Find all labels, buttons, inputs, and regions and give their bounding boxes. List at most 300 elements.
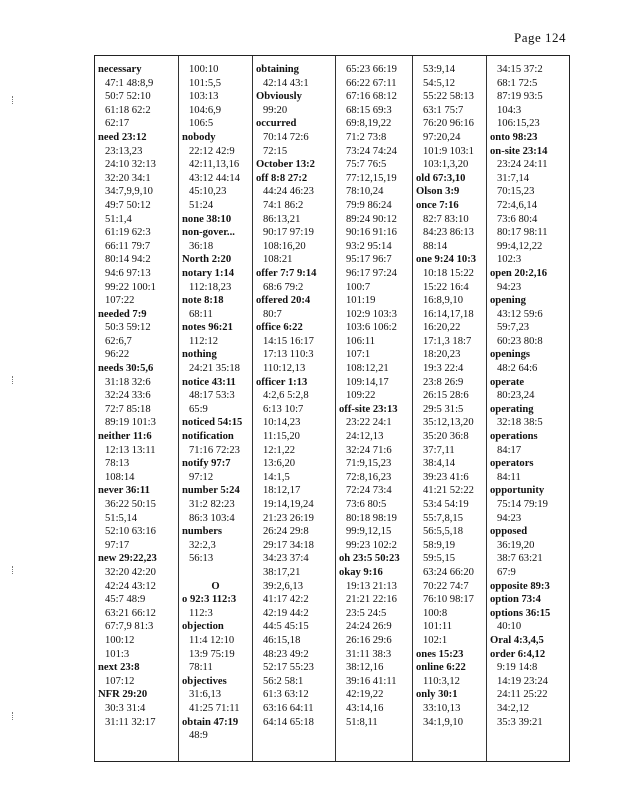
index-reference: 48:17 53:3	[189, 390, 235, 402]
index-reference: 31:7,14	[497, 172, 530, 184]
index-term: next 23:8	[98, 662, 140, 674]
section-letter: O	[211, 580, 220, 592]
index-term: offered 20:4	[256, 295, 311, 307]
index-reference: 74:1 86:2	[263, 199, 304, 211]
index-reference: 16:8,9,10	[423, 295, 464, 307]
index-reference	[179, 566, 252, 580]
index-reference: 104:6,9	[189, 104, 222, 116]
index-reference: 100:10	[189, 64, 219, 75]
index-term: new 29:22,23	[98, 553, 157, 565]
index-reference: 43:14,16	[346, 702, 384, 714]
index-reference: 50:3 59:12	[105, 322, 151, 334]
index-reference: 24:11 25:22	[497, 689, 548, 701]
index-reference: 51:1,4	[105, 213, 132, 225]
index-reference: 63:21 66:12	[105, 607, 156, 619]
index-term: notice 43:11	[182, 376, 236, 388]
index-reference: 94:23	[497, 281, 522, 293]
index-reference: 36:22 50:15	[105, 499, 156, 510]
index-term: nothing	[182, 349, 217, 361]
index-reference: 32:18 38:5	[497, 417, 543, 429]
index-reference: 36:19,20	[497, 539, 535, 551]
index-term: online 6:22	[416, 662, 466, 674]
index-reference: 86:13,21	[263, 213, 301, 225]
index-reference: 4:2,6 5:2,8	[263, 390, 309, 402]
index-reference: 61:18 62:2	[105, 104, 151, 116]
index-reference: 103:6 106:2	[346, 322, 397, 334]
index-reference: 80:23,24	[497, 390, 535, 402]
index-reference: 58:9,19	[423, 539, 456, 551]
index-term: Olson 3:9	[416, 186, 460, 198]
index-reference: 70:22 74:7	[423, 580, 469, 592]
index-reference: 67:7,9 81:3	[105, 621, 154, 633]
index-term: needed 7:9	[98, 308, 147, 320]
index-reference: 23:13,23	[105, 145, 143, 157]
index-reference: 51:5,14	[105, 512, 138, 524]
index-reference: 86:3 103:4	[189, 512, 235, 524]
index-reference: 104:3	[497, 104, 522, 116]
index-reference: 34:15 37:2	[497, 64, 543, 75]
index-term: October 13:2	[256, 159, 315, 171]
index-term: openings	[490, 349, 531, 361]
index-term: note 8:18	[182, 295, 224, 307]
index-reference: 52:10 63:16	[105, 526, 156, 538]
index-reference: 34:1,9,10	[423, 716, 464, 728]
index-reference: 56:5,5,18	[423, 526, 464, 538]
index-term: notification	[182, 431, 234, 443]
index-reference: 48:9	[189, 730, 208, 742]
index-reference: 102:1	[423, 634, 448, 646]
index-reference: 62:6,7	[105, 335, 132, 347]
index-reference: 97:12	[189, 471, 214, 483]
index-reference: 14:19 23:24	[497, 675, 548, 687]
index-term: o 92:3 112:3	[182, 594, 237, 606]
index-reference: 107:22	[105, 295, 135, 307]
index-reference: 70:15,23	[497, 186, 535, 198]
index-term: officer 1:13	[256, 376, 308, 388]
index-reference: 55:7,8,15	[423, 512, 464, 524]
index-reference: 106:15,23	[497, 118, 540, 130]
index-reference: 9:19 14:8	[497, 662, 538, 674]
index-reference: 24:24 26:9	[346, 621, 392, 633]
index-reference: 106:11	[346, 335, 376, 347]
index-reference: 79:9 86:24	[346, 199, 392, 211]
index-reference: 101:11	[423, 621, 453, 633]
index-reference: 68:11	[189, 308, 213, 320]
index-reference: 59:7,23	[497, 322, 530, 334]
index-reference: 101:3	[105, 648, 130, 660]
index-reference: 96:22	[105, 349, 130, 361]
index-term: NFR 29:20	[98, 689, 148, 701]
index-reference: 52:17 55:23	[263, 662, 314, 674]
index-reference: 73:6 80:4	[497, 213, 538, 225]
index-term: non-gover...	[182, 227, 235, 239]
index-reference: 72:24 73:4	[346, 485, 392, 497]
index-reference: 14:15 16:17	[263, 335, 314, 347]
index-reference: 15:22 16:4	[423, 281, 469, 293]
index-reference: 13:9 75:19	[189, 648, 235, 660]
index-reference: 72:4,6,14	[497, 199, 538, 211]
index-reference: 22:12 42:9	[189, 145, 235, 157]
index-reference: 32:24 71:6	[346, 444, 392, 456]
index-reference: 88:14	[423, 240, 448, 252]
index-reference: 80:14 94:2	[105, 254, 151, 266]
index-reference: 6:13 10:7	[263, 403, 304, 415]
index-reference: 29:17 34:18	[263, 539, 314, 551]
index-reference: 38:12,16	[346, 662, 384, 674]
index-reference: 99:20	[263, 104, 288, 116]
index-reference: 101:9 103:1	[423, 145, 474, 157]
index-reference: 16:20,22	[423, 322, 461, 334]
index-reference: 112:3	[189, 607, 213, 619]
index-reference: 94:6 97:13	[105, 267, 151, 279]
index-reference: 11:15,20	[263, 431, 300, 443]
index-reference: 41:21 52:22	[423, 485, 474, 497]
index-reference: 18:20,23	[423, 349, 461, 361]
index-reference: 44:24 46:23	[263, 186, 314, 198]
index-reference: 54:5,12	[423, 77, 456, 89]
index-reference: 53:9,14	[423, 64, 456, 75]
index-reference: 33:10,13	[423, 702, 461, 714]
index-reference: 21:21 22:16	[346, 594, 397, 606]
index-reference: 76:20 96:16	[423, 118, 474, 130]
index-term: objectives	[182, 675, 227, 687]
index-reference: 42:14 43:1	[263, 77, 309, 89]
index-reference: 39:16 41:11	[346, 675, 397, 687]
index-reference: 19:13 21:13	[346, 580, 397, 592]
index-term: occurred	[256, 118, 297, 130]
index-reference: 26:16 29:6	[346, 634, 392, 646]
index-reference: 68:6 79:2	[263, 281, 304, 293]
index-reference: 32:2,3	[189, 539, 216, 551]
index-reference: 66:22 67:11	[346, 77, 397, 89]
index-term: operating	[490, 403, 534, 415]
index-reference: 13:6,20	[263, 458, 296, 470]
index-term: neither 11:6	[98, 431, 152, 443]
index-reference: 38:17,21	[263, 566, 301, 578]
index-reference: 50:7 52:10	[105, 91, 151, 103]
index-reference: 46:15,18	[263, 634, 301, 646]
index-reference: 108:12,21	[346, 363, 389, 375]
index-reference: 97:17	[105, 539, 130, 551]
index-term: oh 23:5 50:23	[339, 553, 400, 565]
index-reference: 34:23 37:4	[263, 553, 309, 565]
index-reference: 49:7 50:12	[105, 199, 151, 211]
index-reference: 112:18,23	[189, 281, 232, 293]
index-term: needs 30:5,6	[98, 363, 154, 375]
index-reference: 39:2,6,13	[263, 580, 304, 592]
index-reference: 84:23 86:13	[423, 227, 474, 239]
index-term: option 73:4	[490, 594, 541, 606]
index-reference: 60:23 80:8	[497, 335, 543, 347]
index-reference: 77:12,15,19	[346, 172, 397, 184]
index-reference: 99:22 100:1	[105, 281, 156, 293]
index-reference: 106:5	[189, 118, 214, 130]
index-reference: 65:23 66:19	[346, 64, 397, 75]
index-reference: 84:11	[497, 471, 521, 483]
index-reference: 31:2 82:23	[189, 499, 235, 510]
index-reference: 42:19 44:2	[263, 607, 309, 619]
index-column	[95, 56, 178, 761]
index-reference: 80:17 98:11	[497, 227, 548, 239]
index-reference: 23:22 24:1	[346, 417, 392, 429]
index-reference: 109:14,17	[346, 376, 389, 388]
index-reference: 87:19 93:5	[497, 91, 543, 103]
index-term: operators	[490, 458, 534, 470]
index-reference: 100:8	[423, 607, 448, 619]
index-reference: 37:7,11	[423, 444, 455, 456]
index-reference: 67:9	[497, 566, 516, 578]
index-term: off-site 23:13	[339, 403, 398, 415]
index-reference: 44:5 45:15	[263, 621, 309, 633]
index-column	[486, 56, 571, 761]
index-reference: 110:12,13	[263, 363, 306, 375]
index-reference: 45:10,23	[189, 186, 227, 198]
index-reference: 34:2,12	[497, 702, 530, 714]
index-reference: 108:14	[105, 471, 135, 483]
index-reference: 73:6 80:5	[346, 499, 387, 510]
index-reference: 59:5,15	[423, 553, 456, 565]
index-term: Oral 4:3,4,5	[490, 634, 544, 646]
index-reference: 80:7	[263, 308, 282, 320]
index-reference: 18:12,17	[263, 485, 301, 497]
index-reference: 53:4 54:19	[423, 499, 469, 510]
index-term: numbers	[182, 526, 223, 538]
index-term: only 30:1	[416, 689, 458, 701]
index-reference: 26:24 29:8	[263, 526, 309, 538]
index-reference: 40:10	[497, 621, 522, 633]
index-reference: 97:20,24	[423, 131, 461, 143]
index-reference: 16:14,17,18	[423, 308, 474, 320]
index-term: opposite 89:3	[490, 580, 550, 592]
index-term: open 20:2,16	[490, 267, 548, 279]
index-reference: 112:12	[189, 335, 219, 347]
index-reference: 64:14 65:18	[263, 716, 314, 728]
index-reference: 72:15	[263, 145, 288, 157]
index-reference: 71:2 73:8	[346, 131, 387, 143]
index-reference: 75:7 76:5	[346, 159, 387, 171]
index-term: opening	[490, 295, 526, 307]
index-term: obtain 47:19	[182, 716, 239, 728]
index-reference: 11:4 12:10	[189, 634, 235, 646]
index-term: none 38:10	[182, 213, 232, 225]
index-reference: 43:12 44:14	[189, 172, 240, 184]
margin-mark	[12, 566, 19, 574]
index-table	[94, 55, 570, 762]
index-reference: 14:1,5	[263, 471, 290, 483]
index-reference: 72:8,16,23	[346, 471, 392, 483]
index-reference: 102:9 103:3	[346, 308, 397, 320]
index-reference: 32:20 42:20	[105, 566, 156, 578]
index-reference: 30:3 31:4	[105, 702, 146, 714]
index-reference: 31:11 38:3	[346, 648, 392, 660]
index-column	[335, 56, 412, 761]
index-term: options 36:15	[490, 607, 551, 619]
index-column	[412, 56, 486, 761]
index-reference: 12:1,22	[263, 444, 296, 456]
index-reference: 78:13	[105, 458, 130, 470]
index-term: old 67:3,10	[416, 172, 466, 184]
page-number: Page 124	[513, 30, 566, 45]
index-reference: 39:23 41:6	[423, 471, 469, 483]
index-reference: 73:24 74:24	[346, 145, 397, 157]
index-reference: 68:15 69:3	[346, 104, 392, 116]
index-reference: 43:12 59:6	[497, 308, 543, 320]
index-reference: 63:1 75:7	[423, 104, 464, 116]
index-reference: 99:23 102:2	[346, 539, 397, 551]
index-term: obtaining	[256, 64, 299, 75]
index-term: off 8:8 27:2	[256, 172, 308, 184]
index-term: nobody	[182, 131, 216, 143]
index-reference: 100:7	[346, 281, 371, 293]
index-reference: 63:24 66:20	[423, 566, 474, 578]
index-reference: 62:17	[105, 118, 130, 130]
index-reference: 56:2 58:1	[263, 675, 304, 687]
index-reference: 26:15 28:6	[423, 390, 469, 402]
index-reference: 35:12,13,20	[423, 417, 474, 429]
index-reference: 35:3 39:21	[497, 716, 543, 728]
left-margin-marks	[12, 0, 22, 800]
index-reference: 101:19	[346, 295, 376, 307]
index-reference: 32:20 34:1	[105, 172, 151, 184]
index-reference: 100:12	[105, 634, 135, 646]
index-term: Obviously	[256, 91, 302, 103]
index-reference: 17:13 110:3	[263, 349, 314, 361]
index-reference: 36:18	[189, 240, 214, 252]
index-term: North 2:20	[182, 254, 232, 266]
index-reference: 84:17	[497, 444, 522, 456]
index-reference: 38:7 63:21	[497, 553, 543, 565]
index-term: necessary	[98, 64, 142, 75]
index-term: notes 96:21	[182, 322, 233, 334]
index-reference: 110:3,12	[423, 675, 460, 687]
index-reference: 89:24 90:12	[346, 213, 397, 225]
index-reference: 41:17 42:2	[263, 594, 309, 606]
index-reference: 42:24 43:12	[105, 580, 156, 592]
index-reference: 29:5 31:5	[423, 403, 464, 415]
index-reference: 17:1,3 18:7	[423, 335, 472, 347]
index-reference: 19:3 22:4	[423, 363, 464, 375]
index-reference: 12:13 13:11	[105, 444, 156, 456]
index-reference: 90:17 97:19	[263, 227, 314, 239]
index-reference: 48:23 49:2	[263, 648, 309, 660]
index-reference: 107:1	[346, 349, 371, 361]
index-reference: 80:18 98:19	[346, 512, 397, 524]
index-reference: 31:18 32:6	[105, 376, 151, 388]
index-reference: 51:24	[189, 199, 214, 211]
index-reference: 99:4,12,22	[497, 240, 543, 252]
index-term: need 23:12	[98, 131, 147, 143]
index-reference: 101:5,5	[189, 77, 222, 89]
index-reference: 90:16 91:16	[346, 227, 397, 239]
margin-mark	[12, 712, 19, 720]
index-term: one 9:24 10:3	[416, 254, 477, 266]
index-term: onto 98:23	[490, 131, 538, 143]
index-reference: 107:12	[105, 675, 135, 687]
index-reference: 108:21	[263, 254, 293, 266]
index-reference: 48:2 64:6	[497, 363, 538, 375]
index-reference: 94:23	[497, 512, 522, 524]
index-reference: 10:18 15:22	[423, 267, 474, 279]
index-reference: 75:14 79:19	[497, 499, 548, 510]
index-column	[252, 56, 335, 761]
index-reference: 55:22 58:13	[423, 91, 474, 103]
index-reference: 72:7 85:18	[105, 403, 151, 415]
index-column	[178, 56, 252, 761]
index-term: opposed	[490, 526, 528, 538]
index-term: office 6:22	[256, 322, 303, 334]
index-reference: 24:10 32:13	[105, 159, 156, 171]
index-reference: 23:8 26:9	[423, 376, 464, 388]
index-reference: 10:14,23	[263, 417, 301, 429]
index-term: never 36:11	[98, 485, 150, 497]
index-term: noticed 54:15	[182, 417, 243, 429]
index-reference: 32:24 33:6	[105, 390, 151, 402]
index-term: order 6:4,12	[490, 648, 546, 660]
index-reference: 70:14 72:6	[263, 131, 309, 143]
index-reference: 78:11	[189, 662, 213, 674]
index-reference: 23:24 24:11	[497, 159, 548, 171]
index-reference: 45:7 48:9	[105, 594, 146, 606]
index-reference: 76:10 98:17	[423, 594, 474, 606]
index-reference: 63:16 64:11	[263, 702, 314, 714]
index-reference: 65:9	[189, 403, 208, 415]
index-reference: 38:4,14	[423, 458, 456, 470]
index-reference: 109:22	[346, 390, 376, 402]
index-term: ones 15:23	[416, 648, 464, 660]
index-reference: 71:16 72:23	[189, 444, 240, 456]
index-reference: 96:17 97:24	[346, 267, 397, 279]
index-reference: 31:11 32:17	[105, 716, 156, 728]
index-reference: 69:8,19,22	[346, 118, 392, 130]
index-reference: 35:20 36:8	[423, 431, 469, 443]
index-term: on-site 23:14	[490, 145, 548, 157]
index-term: operate	[490, 376, 525, 388]
index-reference: 24:12,13	[346, 431, 384, 443]
index-reference: 24:21 35:18	[189, 363, 240, 375]
index-reference: 71:9,15,23	[346, 458, 392, 470]
index-term: number 5:24	[182, 485, 240, 497]
index-term: offer 7:7 9:14	[256, 267, 317, 279]
index-term: opportunity	[490, 485, 545, 497]
index-reference: 82:7 83:10	[423, 213, 469, 225]
margin-mark	[12, 96, 19, 104]
index-reference: 89:19 101:3	[105, 417, 156, 429]
index-reference: 51:8,11	[346, 716, 378, 728]
index-reference: 56:13	[189, 553, 214, 565]
index-term: objection	[182, 621, 224, 633]
index-reference: 31:6,13	[189, 689, 222, 701]
index-reference: 103:13	[189, 91, 219, 103]
index-reference: 41:25 71:11	[189, 702, 240, 714]
index-reference: 93:2 95:14	[346, 240, 392, 252]
index-reference: 95:17 96:7	[346, 254, 392, 266]
index-reference: 68:1 72:5	[497, 77, 538, 89]
index-reference: 61:19 62:3	[105, 227, 151, 239]
index-reference: 42:11,13,16	[189, 159, 240, 171]
index-reference: 108:16,20	[263, 240, 306, 252]
index-term: notary 1:14	[182, 267, 235, 279]
index-reference: 34:7,9,9,10	[105, 186, 153, 198]
index-reference: 103:1,3,20	[423, 159, 469, 171]
index-reference: 21:23 26:19	[263, 512, 314, 524]
index-reference: 23:5 24:5	[346, 607, 387, 619]
index-term: once 7:16	[416, 199, 459, 211]
index-term: notify 97:7	[182, 458, 231, 470]
margin-mark	[12, 376, 19, 384]
index-reference: 19:14,19,24	[263, 499, 314, 510]
index-term: operations	[490, 431, 538, 443]
index-reference: 78:10,24	[346, 186, 384, 198]
